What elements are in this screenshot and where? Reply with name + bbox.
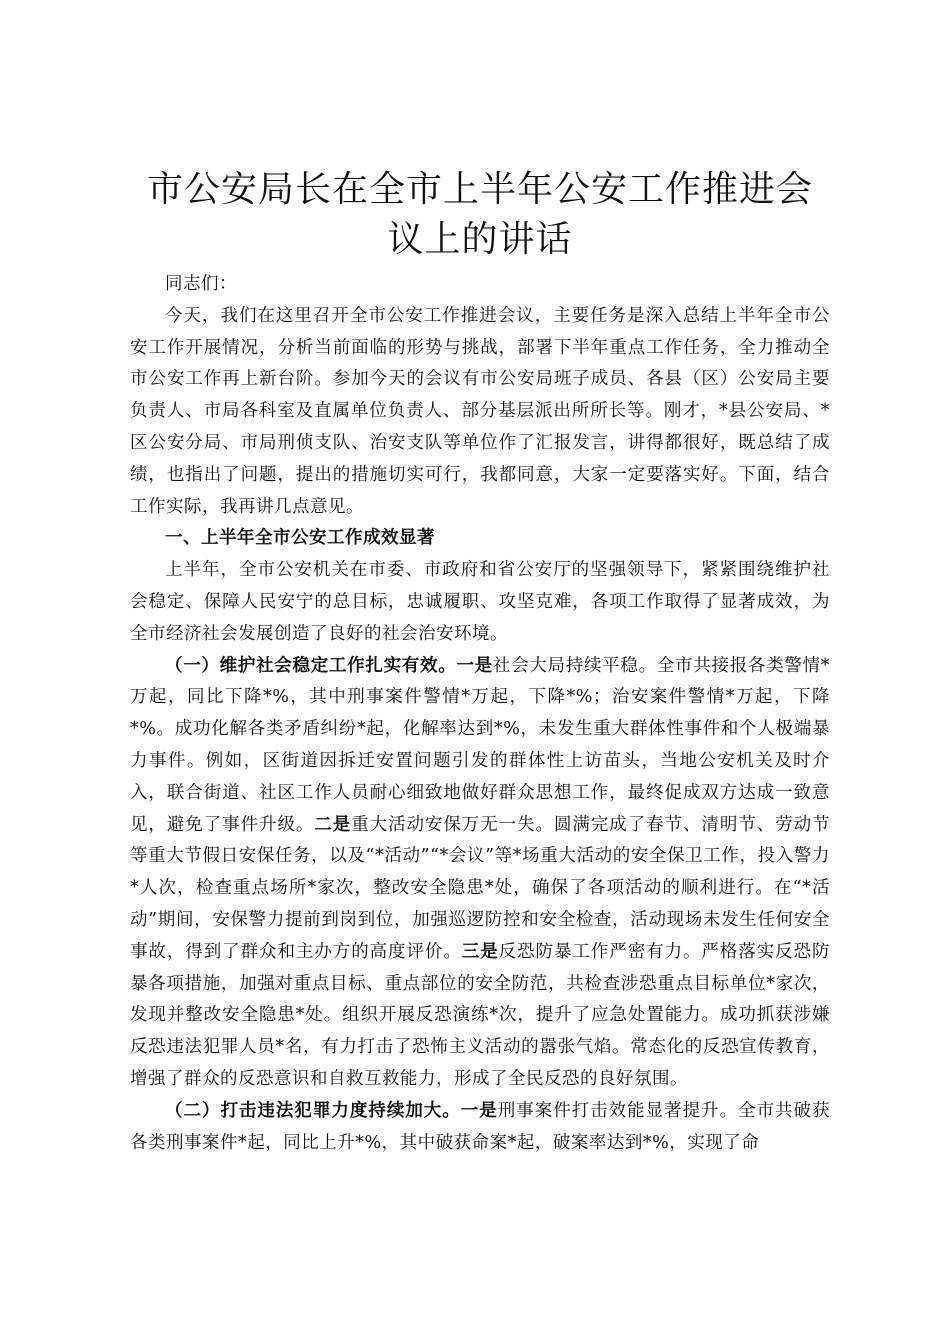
point-text: 反恐防暴工作严密有力。严格落实反恐防暴各项措施，加强对重点目标、重点部位的安全防范，共检查涉恐重点目标单位*家次，发现并整改安全隐患*处。组织开展反恐演练*次，提升了应急处置能力。成功抓获涉嫌反恐违法犯罪人员*名，有力打击了恐怖主义活动的嚣张气焰。常态化的反恐宣传教育，增强了群众的反恐意识和自救互救能力，形成了全民反恐的良好氛围。 bbox=[130, 941, 831, 1089]
point-text: 重大活动安保万无一失。圆满完成了春节、清明节、劳动节等重大节假日安保任务，以及“*活动”“*会议”等*场重大活动的安全保卫工作，投入警力*人次，检查重点场所*家次，整改安全隐患*处，确保了各项活动的顺利进行。在“*活动”期间，安保警力提前到岗到位，加强巡逻防控和安全检查，活动现场未发生任何安全事故，得到了群众和主办方的高度评价。 bbox=[130, 814, 831, 962]
subsection-2-paragraph bbox=[130, 1096, 830, 1160]
page-title: 市公安局长在全市上半年公安工作推进会议上的讲话 bbox=[146, 169, 813, 260]
point-marker: 一是 bbox=[460, 1100, 498, 1121]
section-intro-paragraph: 上半年，全市公安机关在市委、市政府和省公安厅的坚强领导下，紧紧围绕维护社会稳定、保障人民安宁的总目标，忠诚履职、攻坚克难，各项工作取得了显著成效，为全市经济社会发展创造了良好的社会治安环境。 bbox=[130, 560, 830, 644]
subsection-1-paragraph bbox=[130, 651, 830, 1096]
point-text: 社会大局持续平稳。全市共接报各类警情*万起，同比下降*%，其中刑事案件警情*万起，下降*%；治安案件警情*万起，下降*%。成功化解各类矛盾纠纷*起，化解率达到*%，未发生重大群体性事件和个人极端暴力事件。例如，区街道因拆迁安置问题引发的群体性上访苗头，当地公安机关及时介入，联合街道、社区工作人员耐心细致地做好群众思想工作，最终促成双方达成一致意见，避免了事件升级。 bbox=[130, 655, 831, 835]
section-heading: 一、上半年全市公安工作成效显著 bbox=[165, 528, 435, 549]
subsection-2-heading: （二）打击违法犯罪力度持续加大。 bbox=[165, 1100, 461, 1121]
point-marker: 一是 bbox=[456, 655, 493, 676]
point-text: 刑事案件打击效能显著提升。全市共破获各类刑事案件*起，同比上升*%，其中破获命案*起，破案率达到*%，实现了命 bbox=[130, 1100, 831, 1153]
point-marker: 三是 bbox=[461, 941, 499, 962]
subsection-1-heading: （一）维护社会稳定工作扎实有效。 bbox=[165, 655, 457, 676]
intro-paragraph: 今天，我们在这里召开全市公安工作推进会议，主要任务是深入总结上半年全市公安工作开展情况，分析当前面临的形势与挑战，部署下半年重点工作任务，全力推动全市公安工作再上新台阶。参加今天的会议有市公安局班子成员、各县（区）公安局主要负责人、市局各科室及直属单位负责人、部分基层派出所所长等。刚才，*县公安局、*区公安分局、市局刑侦支队、治安支队等单位作了汇报发言，讲得都很好，既总结了成绩，也指出了问题，提出的措施切实可行，我都同意，大家一定要落实好。下面，结合工作实际，我再讲几点意见。 bbox=[130, 305, 830, 517]
point-marker: 二是 bbox=[314, 814, 352, 835]
salutation: 同志们： bbox=[165, 274, 237, 294]
document-page bbox=[130, 165, 830, 1159]
